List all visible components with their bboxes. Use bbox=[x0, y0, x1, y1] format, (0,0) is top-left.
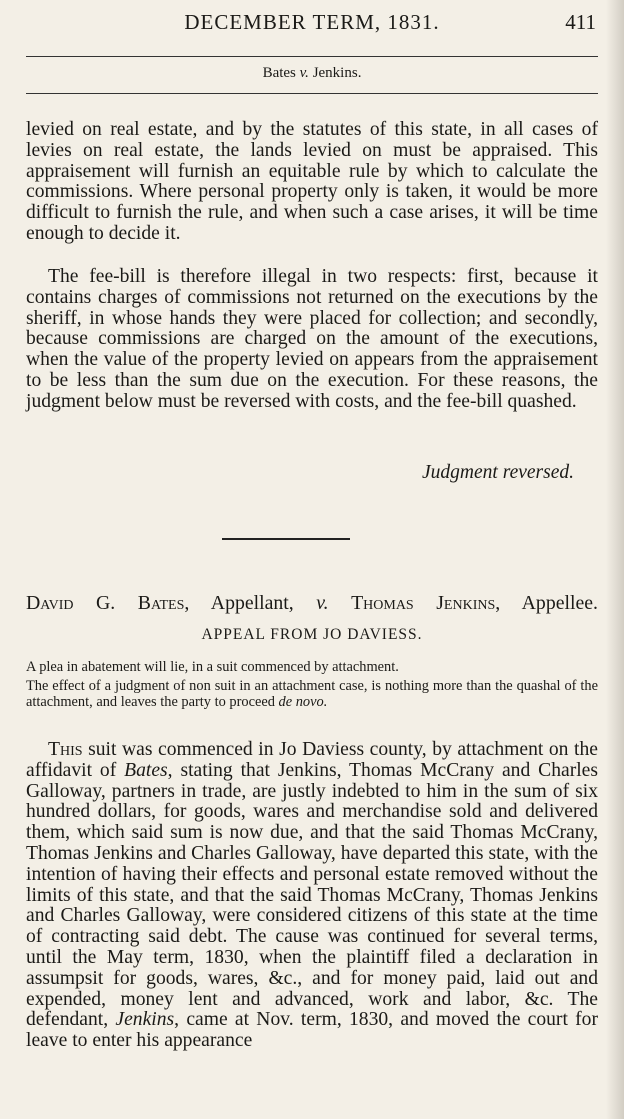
appellee-role: , Appellee. bbox=[495, 592, 598, 614]
page-edge-shadow bbox=[606, 0, 624, 1119]
headnote-2 bbox=[26, 678, 598, 710]
running-head bbox=[0, 65, 624, 82]
appeal-from: APPEAL FROM JO DAVIESS. bbox=[201, 626, 423, 643]
running-head-a: Bates bbox=[262, 65, 296, 81]
paragraph-continued bbox=[26, 120, 598, 245]
running-head-b: Jenkins. bbox=[312, 65, 362, 81]
appellant-role: , Appellant, bbox=[184, 592, 294, 614]
header-rule-top bbox=[26, 56, 598, 57]
paragraph-text: levied on real estate, and by the statutes of this state, in all cases of levies on real estate, the lands levied on must be appraised. This appraisement will furnish an equitable rule by which to calculate the commissions. Where personal property only is taken, it would be more difficult to furnish the rule, and when such a case arises, it will be time enough to decide it. bbox=[26, 119, 598, 244]
text-part-2: , stating that Jenkins, Thomas McCrany and Charles Galloway, partners in trade, are justly indebted to him in the sum of six hundred dollars, for goods, wares and merchandise sold and delivered them, which said sum is now due, and that the said Thomas McCrany, Thomas Jenkins and Charles Galloway, have departed this state, with the intention of having their effects and personal estate removed without the limits of this state, and that the said Thomas McCrany, Thomas Jenkins and Charles Galloway, were considered citizens of this state at the time of contracting said debt. The cause was continued for several terms, until the May term, 1830, when the plaintiff filed a declaration in assumpsit for goods, wares, &c., and for money paid, laid out and expended, money lent and advanced, work and labor, &c. The defendant, bbox=[26, 759, 598, 1031]
paragraph-text: The fee-bill is therefore illegal in two respects: first, because it contains charges of commissions not returned on the executions by the sheriff, in whose hands they were placed for collection; and secondly, because commissions are charged on the amount of the executions, when the value of the property levied on appears from the appraisement to be less than the sum due on the execution. For these reasons, the judgment below must be reversed with costs, and the fee-bill quashed. bbox=[26, 266, 598, 412]
headnote-2-latin: de novo. bbox=[278, 694, 328, 710]
term-heading: DECEMBER TERM, 1831. bbox=[184, 10, 440, 34]
paragraph-text bbox=[26, 740, 598, 1052]
versus: v. bbox=[316, 592, 329, 614]
running-head-v: v. bbox=[299, 65, 309, 81]
headnote-2-text: The effect of a judgment of non suit in an attachment case, is nothing more than the quashal of the attachment, and leaves the party to proceed bbox=[26, 678, 598, 710]
text-part-3: , came at Nov. term, 1830, and moved the court for leave to enter his appearance bbox=[26, 1009, 598, 1052]
header-rule-bottom bbox=[26, 93, 598, 94]
paragraph-case-facts bbox=[26, 740, 598, 1052]
headnote-1: A plea in abatement will lie, in a suit commenced by attachment. bbox=[26, 659, 399, 675]
lead-word: This bbox=[48, 739, 83, 760]
section-divider bbox=[222, 538, 350, 540]
appellant-name: David G. Bates bbox=[26, 592, 185, 614]
case-title bbox=[26, 592, 598, 615]
judgment-line: Judgment reversed. bbox=[422, 462, 574, 483]
name-jenkins: Jenkins bbox=[115, 1009, 175, 1031]
name-bates: Bates bbox=[124, 759, 168, 781]
paragraph-fee-bill bbox=[26, 267, 598, 413]
text-part-1: suit was commenced in Jo Daviess county, by attachment on the affidavit of bbox=[26, 739, 598, 781]
page-number: 411 bbox=[565, 10, 596, 34]
appellee-name: Thomas Jenkins bbox=[351, 592, 496, 614]
page-header bbox=[26, 10, 598, 40]
